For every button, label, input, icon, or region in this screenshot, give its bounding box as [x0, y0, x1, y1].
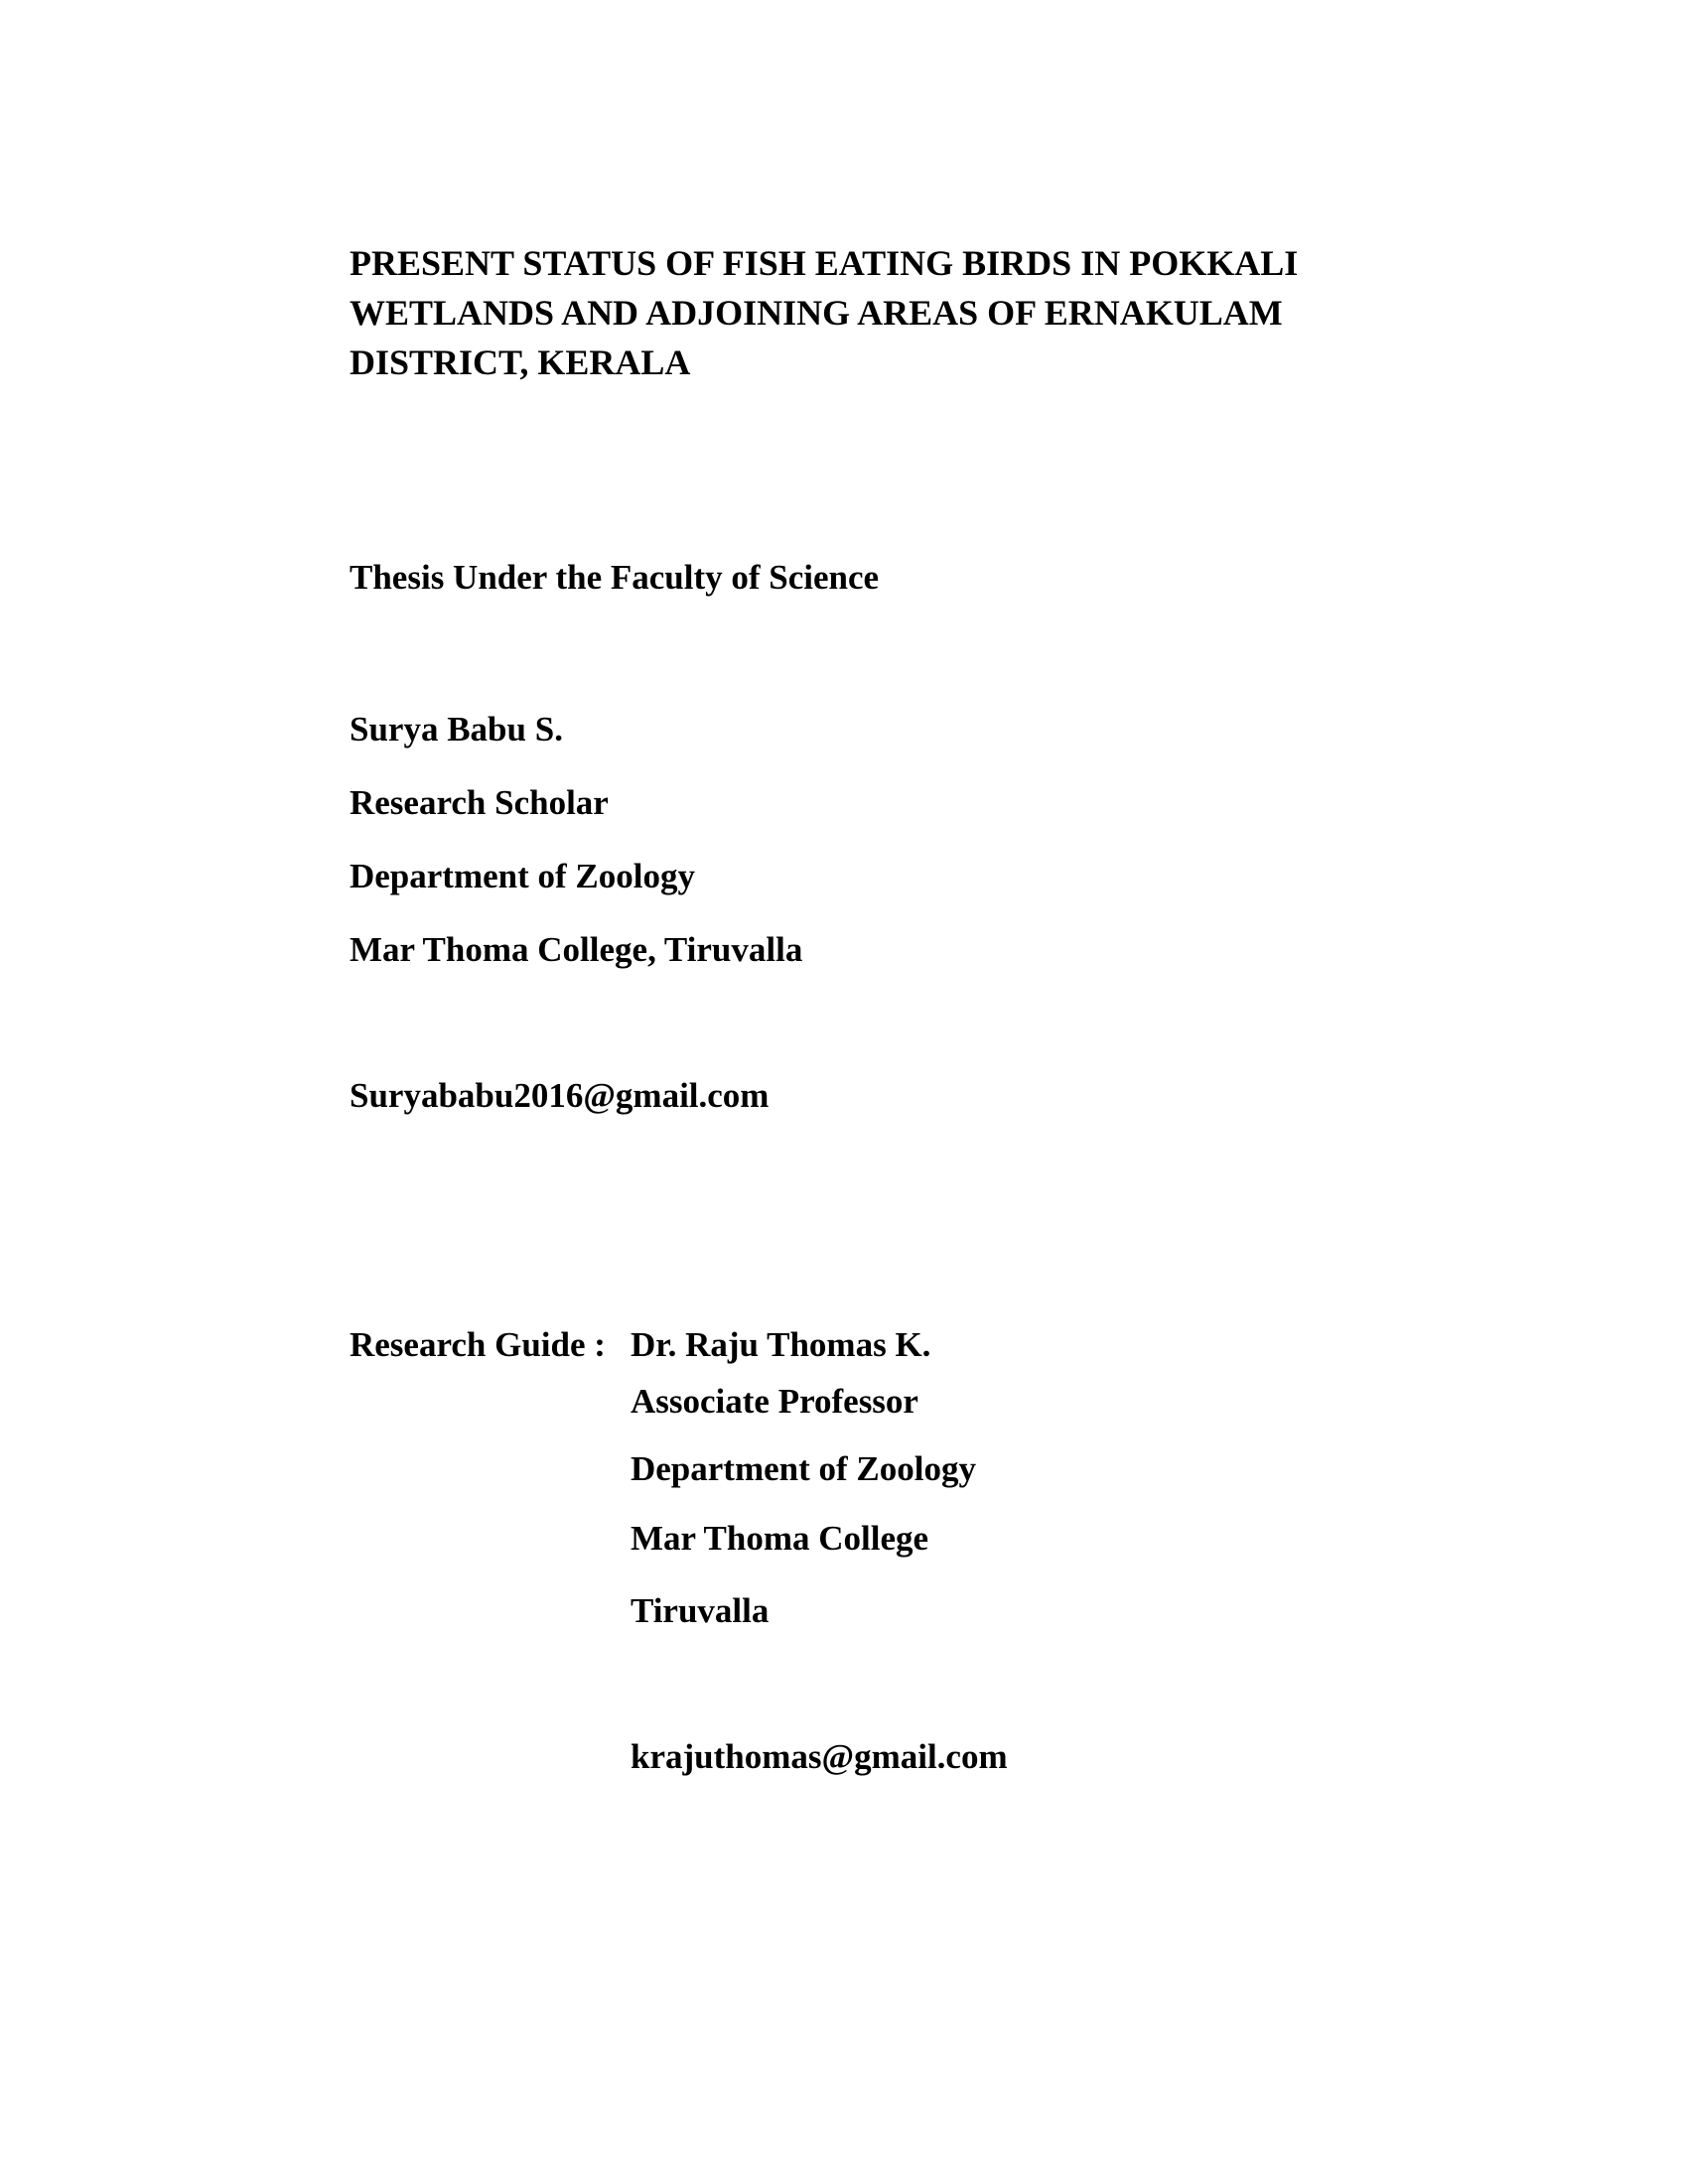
guide-name: Dr. Raju Thomas K. — [631, 1325, 931, 1364]
thesis-title — [350, 238, 1392, 387]
author-name: Surya Babu S. — [350, 710, 563, 749]
author-college: Mar Thoma College, Tiruvalla — [350, 930, 803, 969]
guide-department: Department of Zoology — [631, 1449, 977, 1488]
author-email: Suryababu2016@gmail.com — [350, 1076, 770, 1115]
author-department: Department of Zoology — [350, 857, 696, 895]
research-guide-label: Research Guide : — [350, 1325, 606, 1364]
guide-city: Tiruvalla — [631, 1591, 770, 1630]
author-role: Research Scholar — [350, 783, 609, 822]
guide-college: Mar Thoma College — [631, 1519, 929, 1558]
guide-position: Associate Professor — [631, 1382, 918, 1421]
title-line: PRESENT STATUS OF FISH EATING BIRDS IN POKKALI — [350, 243, 1299, 283]
title-line: WETLANDS AND ADJOINING AREAS OF ERNAKULAM — [350, 293, 1283, 333]
title-line: DISTRICT, KERALA — [350, 342, 691, 382]
guide-email: krajuthomas@gmail.com — [631, 1737, 1008, 1776]
faculty-statement: Thesis Under the Faculty of Science — [350, 558, 880, 597]
